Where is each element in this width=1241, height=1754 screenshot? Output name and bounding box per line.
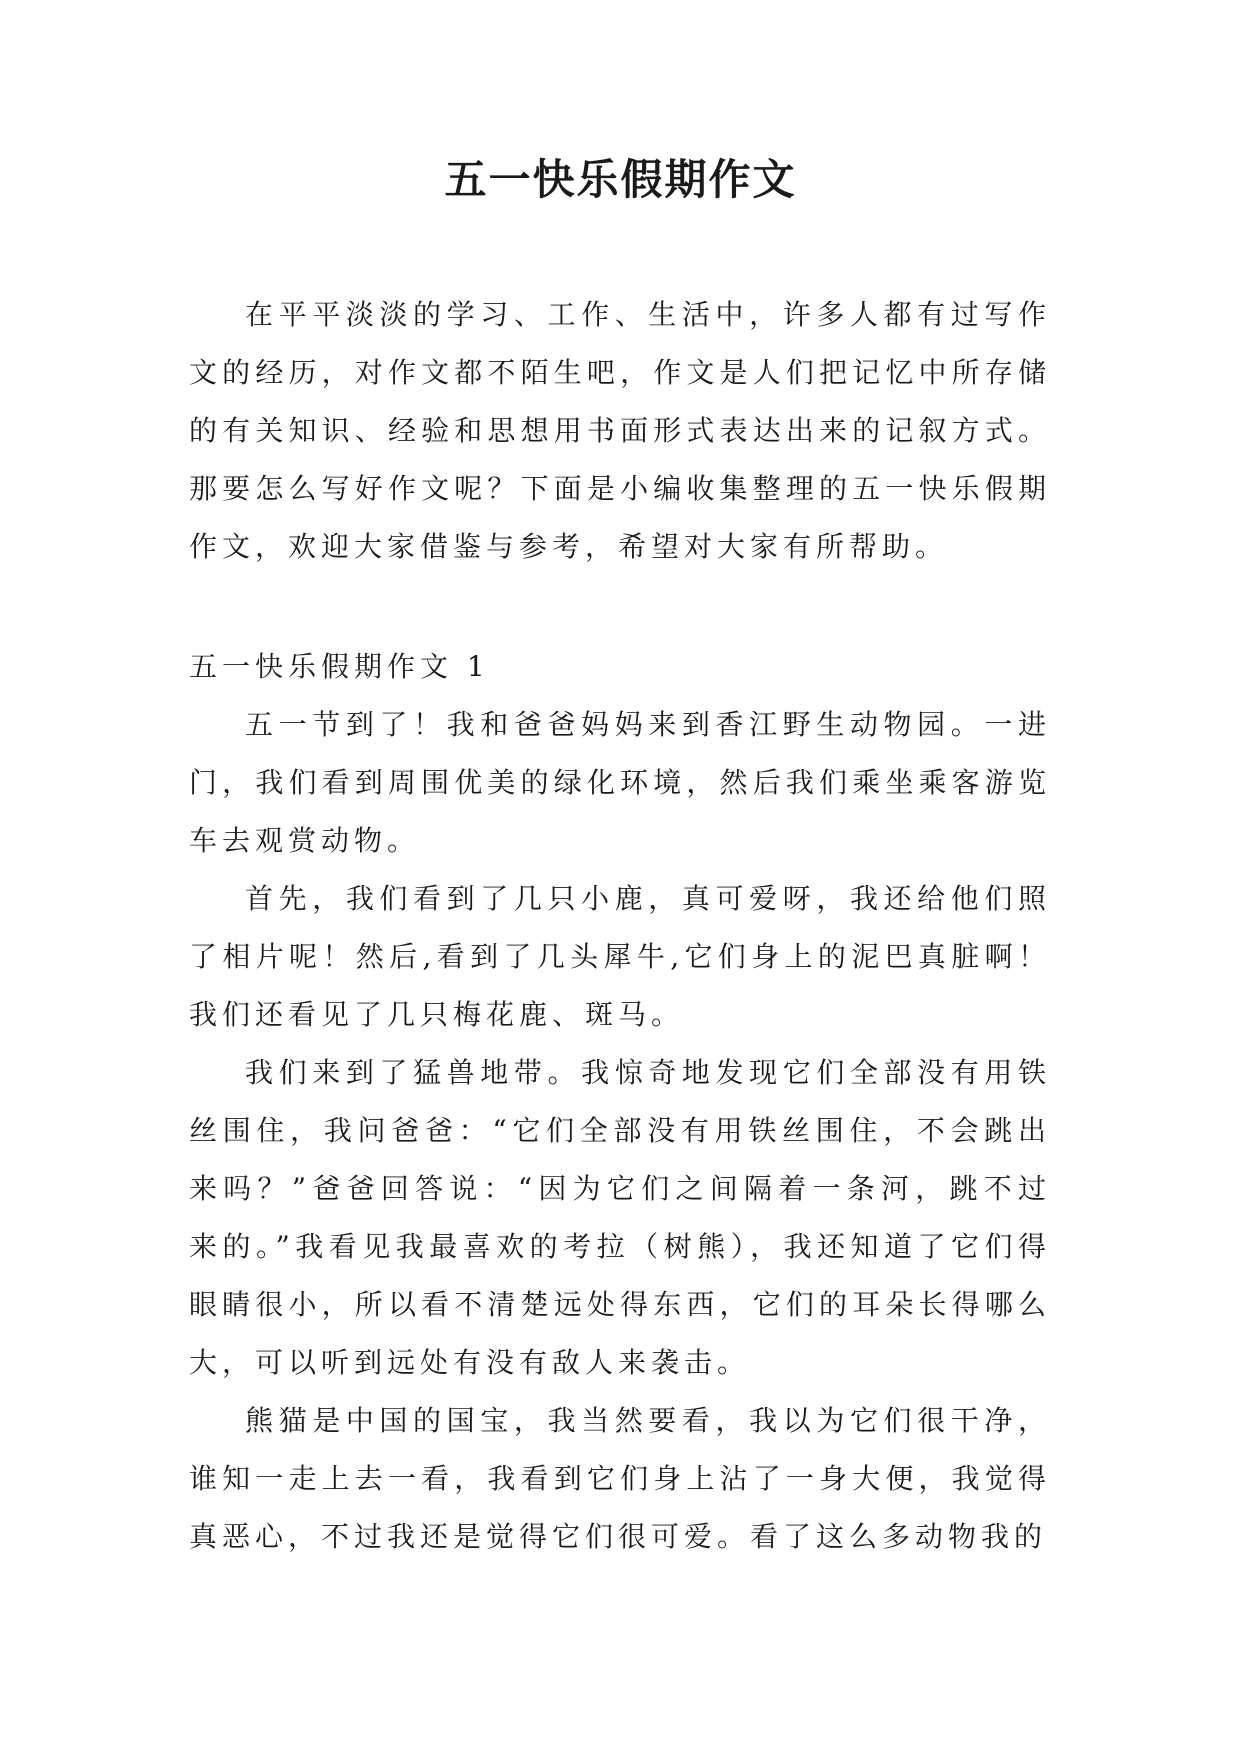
- body-paragraph: 首先，我们看到了几只小鹿，真可爱呀，我还给他们照了相片呢！然后,看到了几头犀牛,它们身上的泥巴真脏啊！我们还看见了几只梅花鹿、斑马。: [189, 882, 1051, 1031]
- document-title: 五一快乐假期作文: [444, 155, 797, 204]
- intro-paragraph: 在平平淡淡的学习、工作、生活中，许多人都有过写作文的经历，对作文都不陌生吧，作文是人们把记忆中所存储的有关知识、经验和思想用书面形式表达出来的记叙方式。那要怎么写好作文呢？下面是小编收集整理的五一快乐假期作文，欢迎大家借鉴与参考，希望对大家有所帮助。: [189, 298, 1051, 563]
- body-paragraph: 五一节到了！我和爸爸妈妈来到香江野生动物园。一进门，我们看到周围优美的绿化环境，然后我们乘坐乘客游览车去观赏动物。: [189, 708, 1051, 857]
- intro-block: [189, 286, 1051, 576]
- essay-section-1: [189, 638, 1051, 1566]
- section-heading: 五一快乐假期作文 1: [189, 650, 490, 683]
- body-paragraph: 我们来到了猛兽地带。我惊奇地发现它们全部没有用铁丝围住，我问爸爸：“它们全部没有用铁丝围住，不会跳出来吗？”爸爸回答说：“因为它们之间隔着一条河，跳不过来的。”我看见我最喜欢的考拉（树熊），我还知道了它们得眼睛很小，所以看不清楚远处得东西，它们的耳朵长得哪么大，可以听到远处有没有敌人来袭击。: [189, 1056, 1051, 1379]
- body-paragraph: 熊猫是中国的国宝，我当然要看，我以为它们很干净，谁知一走上去一看，我看到它们身上沾了一身大便，我觉得真恶心，不过我还是觉得它们很可爱。看了这么多动物我的: [189, 1404, 1051, 1553]
